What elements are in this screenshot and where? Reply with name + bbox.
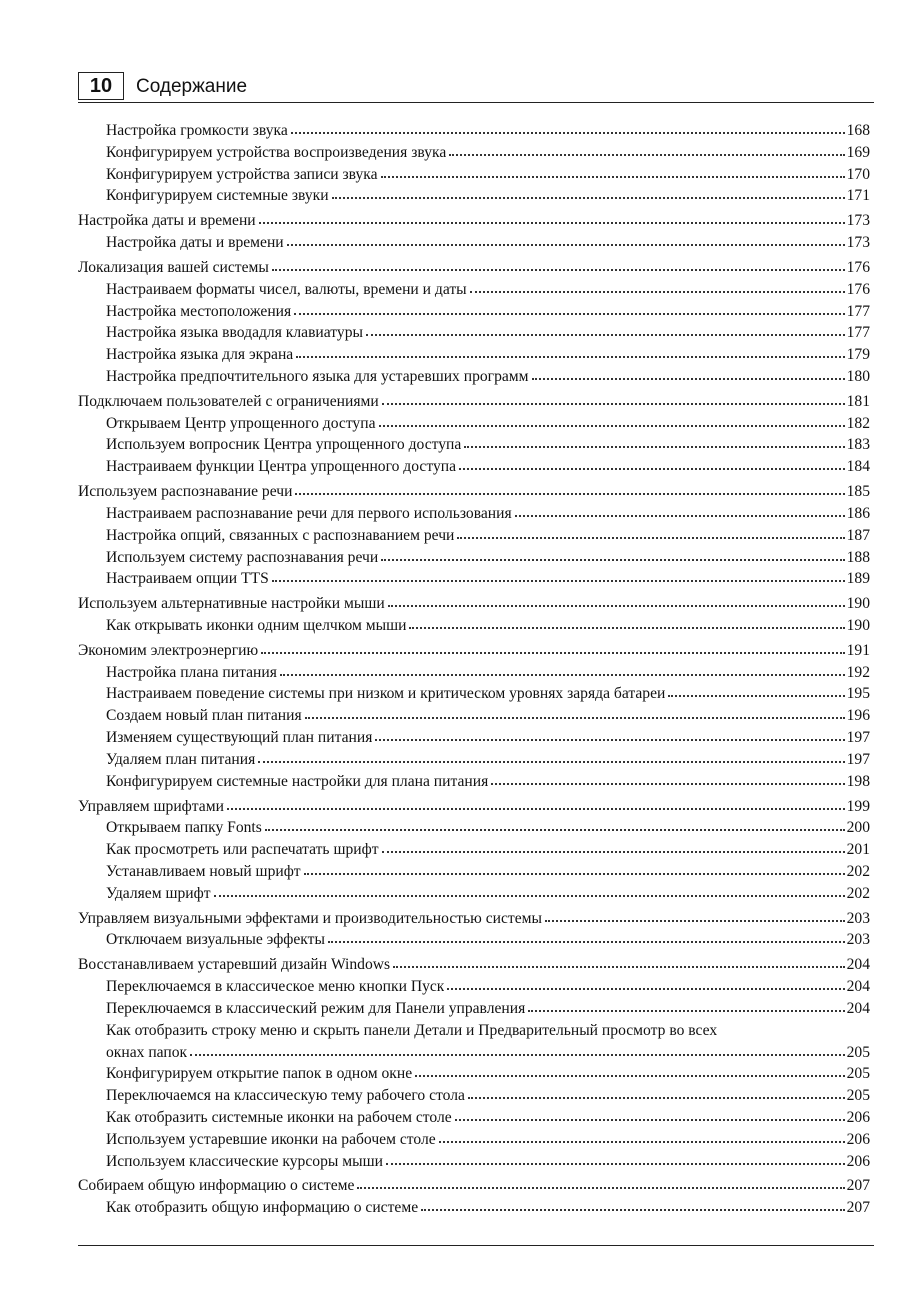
- toc-page-number: 176: [846, 258, 870, 276]
- toc-entry-title: Используем классические курсоры мыши: [106, 1152, 383, 1170]
- toc-page-number: 196: [846, 707, 870, 725]
- dot-leader: [305, 708, 845, 720]
- toc-entry-row: [106, 662, 870, 684]
- toc-entry-title: Используем альтернативные настройки мыши: [78, 595, 385, 613]
- toc-entry[interactable]: [78, 1020, 870, 1064]
- toc-page-number: 200: [846, 819, 870, 837]
- toc-entry-row: [106, 301, 870, 323]
- dot-leader: [415, 1066, 844, 1078]
- toc-page-number: 199: [846, 797, 870, 815]
- toc-entry[interactable]: [78, 662, 870, 684]
- dot-leader: [421, 1200, 844, 1212]
- dot-leader: [464, 437, 844, 449]
- dot-leader: [545, 911, 845, 923]
- toc-entry-title: Восстанавливаем устаревший дизайн Windows: [78, 956, 391, 974]
- dot-leader: [366, 325, 845, 337]
- toc-section[interactable]: [78, 908, 870, 930]
- dot-leader: [386, 1154, 845, 1166]
- toc-entry-row: [106, 749, 870, 771]
- toc-entry-title: Настраиваем распознавание речи для первого использования: [106, 504, 512, 522]
- toc-entry-row: [106, 413, 870, 435]
- toc-entry-row: [106, 929, 870, 951]
- toc-entry[interactable]: [78, 929, 870, 951]
- dot-leader: [382, 842, 845, 854]
- toc-entry[interactable]: [78, 232, 870, 254]
- toc-entry[interactable]: [78, 727, 870, 749]
- toc-entry[interactable]: [78, 1151, 870, 1173]
- toc-page-number: 187: [846, 526, 870, 544]
- toc-entry-title: Конфигурируем устройства воспроизведения звука: [106, 143, 447, 161]
- toc-entry[interactable]: [78, 525, 870, 547]
- toc-page-number: 173: [846, 212, 870, 230]
- toc-entry[interactable]: [78, 705, 870, 727]
- toc-entry-title: Удаляем шрифт: [106, 884, 211, 902]
- toc-page-number: 177: [846, 324, 870, 342]
- toc-section[interactable]: [78, 640, 870, 662]
- toc-entry-title-continued: окнах папок: [106, 1043, 188, 1061]
- toc-page-number: 204: [846, 978, 870, 996]
- dot-leader: [227, 799, 845, 811]
- toc-entry-title: Используем устаревшие иконки на рабочем столе: [106, 1130, 436, 1148]
- section-title: Содержание: [136, 76, 248, 97]
- dot-leader: [375, 730, 844, 742]
- dot-leader: [261, 643, 844, 655]
- toc-entry[interactable]: [78, 434, 870, 456]
- toc-entry[interactable]: [78, 1197, 870, 1219]
- toc-page-number: 190: [846, 595, 870, 613]
- toc-entry[interactable]: [78, 615, 870, 637]
- toc-page-number: 197: [846, 729, 870, 747]
- toc-entry[interactable]: [78, 301, 870, 323]
- dot-leader: [272, 571, 845, 583]
- dot-leader: [459, 459, 845, 471]
- toc-entry-row: [106, 1151, 870, 1173]
- toc-page-number: 195: [846, 685, 870, 703]
- toc-entry-title: Настройка громкости звука: [106, 122, 288, 139]
- toc-page-number: 203: [846, 909, 870, 927]
- dot-leader: [382, 394, 845, 406]
- toc-entry-title: Настройка даты и времени: [78, 212, 256, 230]
- toc-entry[interactable]: [78, 456, 870, 478]
- toc-page-number: 192: [846, 663, 870, 681]
- toc-entry[interactable]: [78, 839, 870, 861]
- dot-leader: [265, 820, 845, 832]
- toc-page-number: 191: [846, 641, 870, 659]
- dot-leader: [190, 1045, 844, 1057]
- toc-entry-title: Устанавливаем новый шрифт: [106, 862, 301, 880]
- toc-entry-title: Подключаем пользователей с ограничениями: [78, 392, 379, 410]
- toc-entry[interactable]: [78, 976, 870, 998]
- toc-entry[interactable]: [78, 344, 870, 366]
- dot-leader: [393, 957, 845, 969]
- toc-section[interactable]: [78, 391, 870, 413]
- toc-entry-row: [106, 366, 870, 388]
- toc-entry-title: Конфигурируем системные настройки для плана питания: [106, 772, 489, 790]
- toc-entry[interactable]: [78, 164, 870, 186]
- toc-entry-title: Конфигурируем устройства записи звука: [106, 165, 378, 183]
- dot-leader: [272, 260, 845, 272]
- dot-leader: [287, 235, 845, 247]
- toc-page-number: 206: [846, 1108, 870, 1126]
- toc-entry[interactable]: [78, 771, 870, 793]
- toc-entry-row: [106, 164, 870, 186]
- toc-entry-row: [106, 1063, 870, 1085]
- toc-entry-title: Конфигурируем открытие папок в одном окне: [106, 1065, 413, 1083]
- toc-page-number: 173: [846, 234, 870, 252]
- toc-entry[interactable]: [78, 1107, 870, 1129]
- toc-entry-row: [106, 503, 870, 525]
- toc-page-number: 188: [846, 548, 870, 566]
- toc-page-number: 202: [846, 862, 870, 880]
- toc-entry-row: [106, 883, 870, 905]
- toc-entry-row: [106, 861, 870, 883]
- toc-entry[interactable]: [78, 322, 870, 344]
- toc-entry[interactable]: [78, 683, 870, 705]
- toc-entry-title: Как отобразить системные иконки на рабочем столе: [106, 1108, 452, 1126]
- toc-page-number: 185: [846, 483, 870, 501]
- toc-entry-title: Изменяем существующий план питания: [106, 729, 373, 747]
- toc-entry-title: Собираем общую информацию о системе: [78, 1177, 355, 1195]
- page-number: 10: [78, 72, 124, 100]
- toc-entry[interactable]: [78, 142, 870, 164]
- toc-page-number: 170: [846, 165, 870, 183]
- toc-entry-row: [106, 705, 870, 727]
- toc-entry-title: Настройка языка вводадля клавиатуры: [106, 324, 363, 342]
- toc-section[interactable]: [78, 796, 870, 818]
- toc-entry-row: [106, 1197, 870, 1219]
- toc-entry-title: Отключаем визуальные эффекты: [106, 931, 325, 949]
- footer-rule: [78, 1245, 874, 1246]
- dot-leader: [457, 528, 844, 540]
- toc-entry[interactable]: [78, 413, 870, 435]
- dot-leader: [409, 618, 844, 630]
- toc-entry-row: [106, 839, 870, 861]
- toc-page-number: 168: [846, 122, 870, 139]
- toc-section[interactable]: [78, 481, 870, 503]
- toc-entry-row: [106, 568, 870, 590]
- toc-entry[interactable]: [78, 503, 870, 525]
- toc-page-number: 201: [846, 841, 870, 859]
- toc-page-number: 176: [846, 280, 870, 298]
- dot-leader: [296, 347, 844, 359]
- toc-entry-row: [106, 771, 870, 793]
- toc-entry-row: [106, 120, 870, 142]
- toc-entry[interactable]: [78, 749, 870, 771]
- toc-entry-row: [106, 1129, 870, 1151]
- dot-leader: [515, 506, 845, 518]
- toc-page-number: 180: [846, 367, 870, 385]
- dot-leader: [357, 1178, 844, 1190]
- toc-entry-title: Управляем визуальными эффектами и производительностью системы: [78, 909, 542, 927]
- toc-page-number: 204: [846, 956, 870, 974]
- toc-page-number: 182: [846, 414, 870, 432]
- toc-entry-row: [106, 185, 870, 207]
- toc-section[interactable]: [78, 954, 870, 976]
- toc-page-number: 207: [846, 1199, 870, 1217]
- toc-page-number: 202: [846, 884, 870, 902]
- toc-entry-title: Настройка местоположения: [106, 302, 292, 320]
- toc-page-number: 169: [846, 143, 870, 161]
- toc-entry[interactable]: [78, 817, 870, 839]
- toc-entry-title: Открываем Центр упрощенного доступа: [106, 414, 376, 432]
- toc-section[interactable]: [78, 1175, 870, 1197]
- toc-entry-title: Переключаемся в классическое меню кнопки Пуск: [106, 978, 445, 996]
- toc-page-number: 190: [846, 617, 870, 634]
- toc-entry-title: Переключаемся на классическую тему рабочего стола: [106, 1087, 465, 1105]
- toc-page-number: 183: [846, 436, 870, 454]
- toc-entry[interactable]: [78, 547, 870, 569]
- page-header: [78, 72, 874, 103]
- toc-section[interactable]: [78, 210, 870, 232]
- toc-entry-row: [78, 481, 870, 503]
- dot-leader: [381, 550, 844, 562]
- dot-leader: [470, 282, 845, 294]
- toc-page-number: 189: [846, 570, 870, 588]
- toc-entry[interactable]: [78, 120, 870, 142]
- toc-entry[interactable]: [78, 1085, 870, 1107]
- toc-entry-row: [106, 344, 870, 366]
- toc-entry-title: Управляем шрифтами: [78, 797, 224, 815]
- dot-leader: [449, 145, 844, 157]
- toc-entry-title: Используем систему распознавания речи: [106, 548, 379, 566]
- dot-leader: [332, 188, 845, 200]
- toc-page-number: 181: [846, 392, 870, 410]
- toc-entry-row: [106, 1042, 870, 1064]
- toc-section[interactable]: [78, 593, 870, 615]
- toc-page-number: 198: [846, 772, 870, 790]
- dot-leader: [379, 416, 845, 428]
- dot-leader: [304, 864, 845, 876]
- toc-entry-title: Открываем папку Fonts: [106, 819, 262, 837]
- toc-entry-title: Настройка даты и времени: [106, 234, 284, 252]
- dot-leader: [491, 774, 844, 786]
- toc-page-number: 207: [846, 1177, 870, 1195]
- toc-page-number: 184: [846, 458, 870, 476]
- dot-leader: [328, 932, 845, 944]
- dot-leader: [532, 369, 845, 381]
- toc-entry-title: Локализация вашей системы: [78, 258, 269, 276]
- toc-entry-title: Создаем новый план питания: [106, 707, 302, 725]
- toc-entry-row: [106, 1085, 870, 1107]
- toc-entry-row: [106, 976, 870, 998]
- toc-entry-row: [106, 434, 870, 456]
- toc-entry-title: Настраиваем поведение системы при низком и критическом уровнях заряда батареи: [106, 685, 666, 703]
- toc-page-number: 179: [846, 346, 870, 364]
- dot-leader: [668, 686, 844, 698]
- toc-entry-row: [78, 908, 870, 930]
- toc-entry-row: [78, 954, 870, 976]
- dot-leader: [294, 304, 844, 316]
- toc-entry-row: [106, 817, 870, 839]
- toc-entry[interactable]: [78, 861, 870, 883]
- toc-entry-title: Настройка предпочтительного языка для устаревших программ: [106, 367, 529, 385]
- dot-leader: [455, 1110, 845, 1122]
- toc-entry-row: [106, 615, 870, 637]
- toc-entry[interactable]: [78, 568, 870, 590]
- table-of-contents: [78, 120, 870, 1219]
- toc-entry-title: Используем вопросник Центра упрощенного доступа: [106, 436, 462, 454]
- toc-entry[interactable]: [78, 185, 870, 207]
- toc-entry-title: Как просмотреть или распечатать шрифт: [106, 841, 379, 859]
- toc-entry-title: Настраиваем форматы чисел, валюты, времени и даты: [106, 280, 467, 298]
- toc-entry-row: [106, 456, 870, 478]
- dot-leader: [447, 979, 844, 991]
- toc-entry[interactable]: [78, 883, 870, 905]
- toc-page-number: 177: [846, 302, 870, 320]
- toc-page-number: 186: [846, 504, 870, 522]
- toc-entry-title: Используем распознавание речи: [78, 483, 293, 501]
- toc-page-number: 205: [846, 1043, 870, 1061]
- toc-entry-row: [78, 796, 870, 818]
- toc-entry-title: Настройка языка для экрана: [106, 346, 294, 364]
- dot-leader: [439, 1132, 845, 1144]
- toc-entry-row: [78, 210, 870, 232]
- toc-entry[interactable]: [78, 1129, 870, 1151]
- toc-entry-title: Экономим электроэнергию: [78, 641, 259, 659]
- toc-page-number: 205: [846, 1087, 870, 1105]
- toc-page-number: 171: [846, 187, 870, 205]
- toc-entry-row: [106, 998, 870, 1020]
- toc-entry-row: [106, 142, 870, 164]
- toc-entry-title: Настройка плана питания: [106, 663, 277, 681]
- toc-entry-row: [106, 232, 870, 254]
- dot-leader: [295, 484, 844, 496]
- toc-entry-row: [78, 593, 870, 615]
- toc-entry[interactable]: [78, 279, 870, 301]
- dot-leader: [291, 123, 845, 135]
- toc-entry-row: [78, 391, 870, 413]
- toc-entry-row: [106, 1107, 870, 1129]
- toc-entry-title: Как отобразить общую информацию о системе: [106, 1199, 419, 1217]
- toc-entry[interactable]: [78, 998, 870, 1020]
- toc-entry-row: [78, 640, 870, 662]
- toc-page-number: 206: [846, 1130, 870, 1148]
- dot-leader: [258, 752, 844, 764]
- toc-entry[interactable]: [78, 366, 870, 388]
- toc-entry-title: Как открывать иконки одним щелчком мыши: [106, 617, 407, 634]
- toc-section[interactable]: [78, 257, 870, 279]
- toc-entry-row: [106, 683, 870, 705]
- toc-entry-row: [78, 1175, 870, 1197]
- toc-page-number: 203: [846, 931, 870, 949]
- toc-page-number: 197: [846, 750, 870, 768]
- toc-entry-row: [106, 727, 870, 749]
- toc-page-number: 206: [846, 1152, 870, 1170]
- dot-leader: [388, 596, 845, 608]
- toc-entry-row: [106, 322, 870, 344]
- dot-leader: [381, 167, 845, 179]
- dot-leader: [528, 1001, 844, 1013]
- toc-entry-row: [78, 257, 870, 279]
- toc-page-number: 204: [846, 999, 870, 1017]
- dot-leader: [214, 886, 845, 898]
- toc-entry-row: [106, 547, 870, 569]
- toc-entry-title: Как отобразить строку меню и скрыть панели Детали и Предварительный просмотр во всех: [106, 1021, 718, 1039]
- toc-entry-row: [106, 279, 870, 301]
- toc-entry-title: Удаляем план питания: [106, 750, 256, 768]
- toc-entry[interactable]: [78, 1063, 870, 1085]
- dot-leader: [280, 665, 845, 677]
- toc-entry-title: Переключаемся в классический режим для Панели управления: [106, 999, 526, 1017]
- toc-entry-title: Настройка опций, связанных с распознаванием речи: [106, 526, 455, 544]
- toc-entry-title: Конфигурируем системные звуки: [106, 187, 329, 205]
- dot-leader: [468, 1088, 845, 1100]
- toc-entry-title: Настраиваем опции TTS: [106, 570, 269, 588]
- dot-leader: [259, 213, 845, 225]
- toc-entry-row: [106, 525, 870, 547]
- toc-page-number: 205: [846, 1065, 870, 1083]
- toc-entry-title: Настраиваем функции Центра упрощенного доступа: [106, 458, 457, 476]
